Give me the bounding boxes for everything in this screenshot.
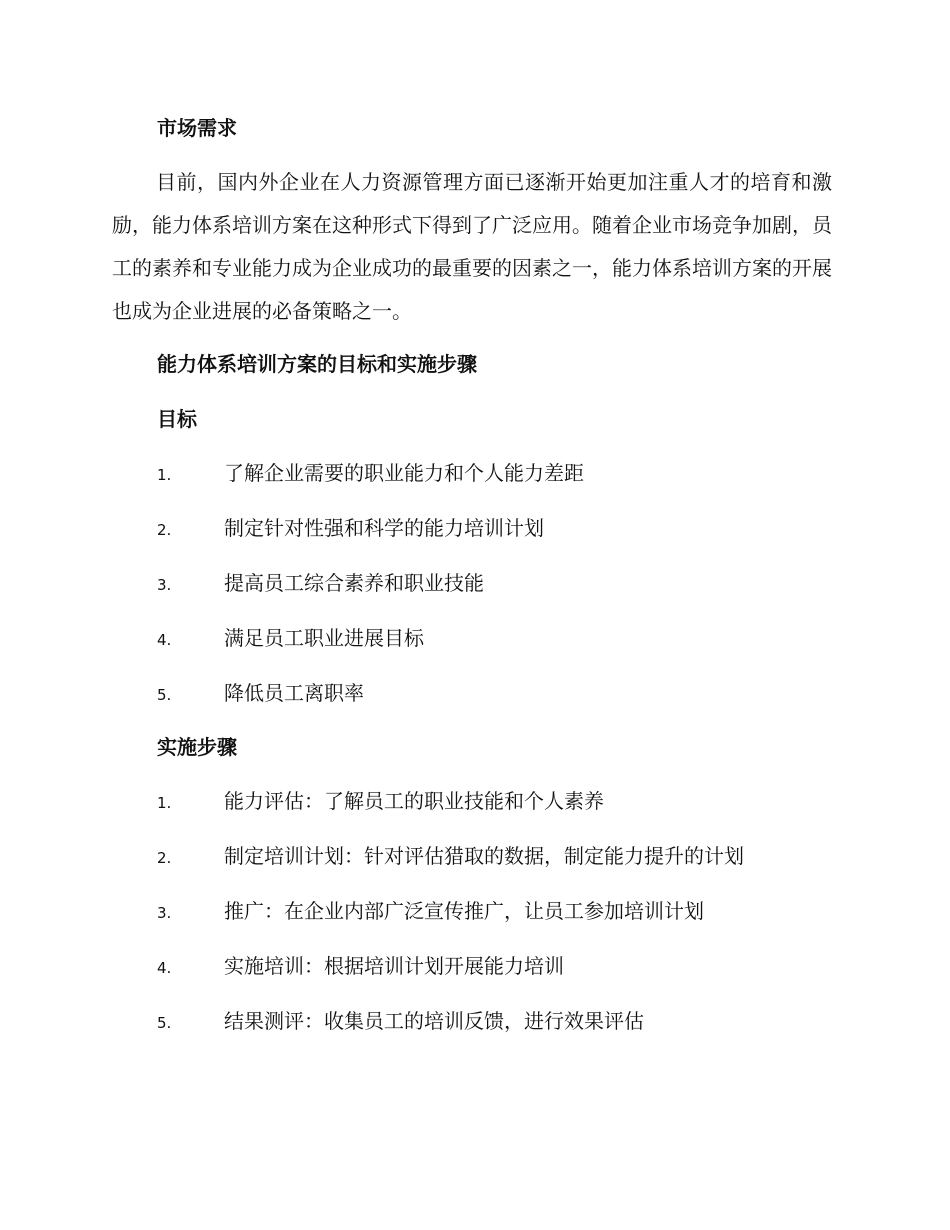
list-text: 推广：在企业内部广泛宣传推广，让员工参加培训计划 [224, 899, 704, 923]
market-heading: 市场需求 [157, 116, 237, 140]
list-text: 结果测评：收集员工的培训反馈，进行效果评估 [224, 1009, 644, 1033]
list-text: 降低员工离职率 [224, 681, 364, 705]
list-number: 1. [157, 794, 172, 812]
list-number: 4. [157, 631, 172, 649]
list-number: 5. [157, 686, 172, 704]
list-number: 4. [157, 959, 172, 977]
goals-heading: 目标 [157, 407, 197, 431]
list-text: 实施培训：根据培训计划开展能力培训 [224, 954, 564, 978]
list-text: 提高员工综合素养和职业技能 [224, 571, 484, 595]
list-text: 制定培训计划：针对评估猎取的数据，制定能力提升的计划 [224, 844, 744, 868]
list-number: 3. [157, 576, 172, 594]
list-number: 5. [157, 1014, 172, 1032]
list-text: 满足员工职业进展目标 [224, 626, 424, 650]
list-text: 制定针对性强和科学的能力培训计划 [224, 516, 544, 540]
market-paragraph: 目前，国内外企业在人力资源管理方面已逐渐开始更加注重人才的培育和激励，能力体系培训方案在这种形式下得到了广泛应用。随着企业市场竞争加剧，员工的素养和专业能力成为企业成功的最重要的因素之一，能力体系培训方案的开展也成为企业进展的必备策略之一。 [112, 170, 832, 323]
list-number: 2. [157, 849, 172, 867]
list-number: 1. [157, 466, 172, 484]
list-number: 2. [157, 521, 172, 539]
list-text: 了解企业需要的职业能力和个人能力差距 [224, 461, 584, 485]
plan-heading: 能力体系培训方案的目标和实施步骤 [157, 352, 477, 376]
list-number: 3. [157, 904, 172, 922]
list-text: 能力评估：了解员工的职业技能和个人素养 [224, 789, 604, 813]
steps-heading: 实施步骤 [157, 735, 237, 759]
